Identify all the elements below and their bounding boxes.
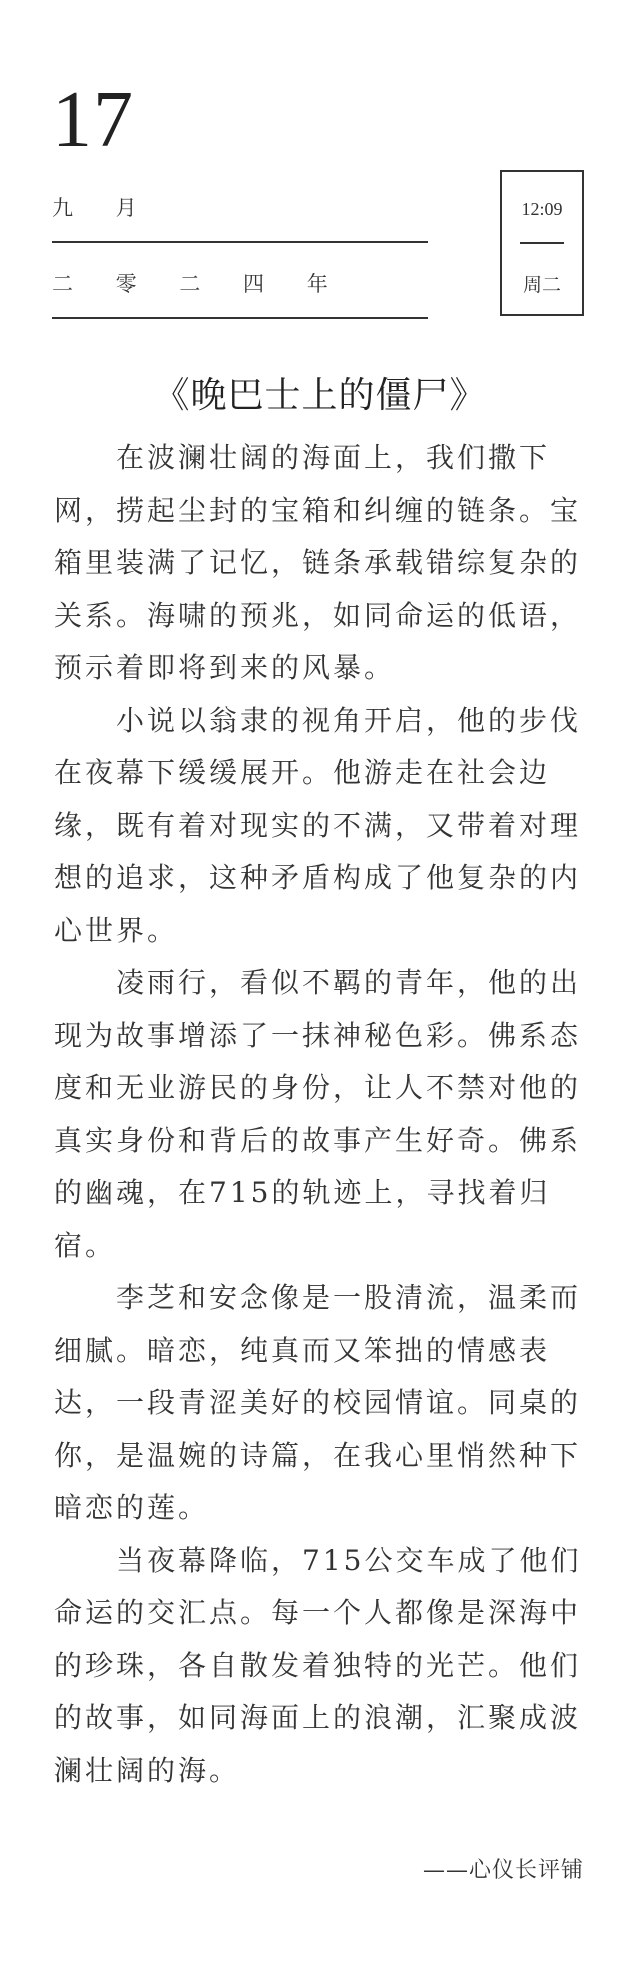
date-month: 九 月 <box>52 196 155 220</box>
paragraph: 小说以翁隶的视角开启，他的步伐在夜幕下缓缓展开。他游走在社会边缘，既有着对现实的不满，又带着对理想的追求，这种矛盾构成了他复杂的内心世界。 <box>54 703 582 947</box>
divider <box>52 317 428 319</box>
time-text: 12:09 <box>521 199 563 219</box>
paragraph: 在波澜壮阔的海面上，我们撒下网，捞起尘封的宝箱和纠缠的链条。宝箱里装满了记忆，链条承载错综复杂的关系。海啸的预兆，如同命运的低语，预示着即将到来的风暴。 <box>54 441 582 684</box>
paragraph: 当夜幕降临，715公交车成了他们命运的交汇点。每一个人都像是深海中的珍珠，各自散发着独特的光芒。他们的故事，如同海面上的浪潮，汇聚成波澜壮阔的海。 <box>54 1543 582 1787</box>
weekday-text: 周二 <box>522 274 561 296</box>
time-box <box>500 170 584 316</box>
paragraph: 李芝和安念像是一股清流，温柔而细腻。暗恋，纯真而又笨拙的情感表达，一段青涩美好的校园情谊。同桌的你，是温婉的诗篇，在我心里悄然种下暗恋的莲。 <box>54 1281 582 1524</box>
paragraph: 凌雨行，看似不羁的青年，他的出现为故事增添了一抹神秘色彩。佛系态度和无业游民的身份，让人不禁对他的真实身份和背后的故事产生好奇。佛系的幽魂，在715的轨迹上，寻找着归宿。 <box>54 966 582 1262</box>
time-box-divider <box>520 242 564 244</box>
date-day: 17 <box>52 76 134 164</box>
article-title: 《晚巴士上的僵尸》 <box>153 375 487 416</box>
author-signature: ——心仪长评铺 <box>422 1858 584 1883</box>
date-year: 二 零 二 四 年 <box>52 272 346 296</box>
article-body <box>54 432 590 1797</box>
divider <box>52 241 428 243</box>
